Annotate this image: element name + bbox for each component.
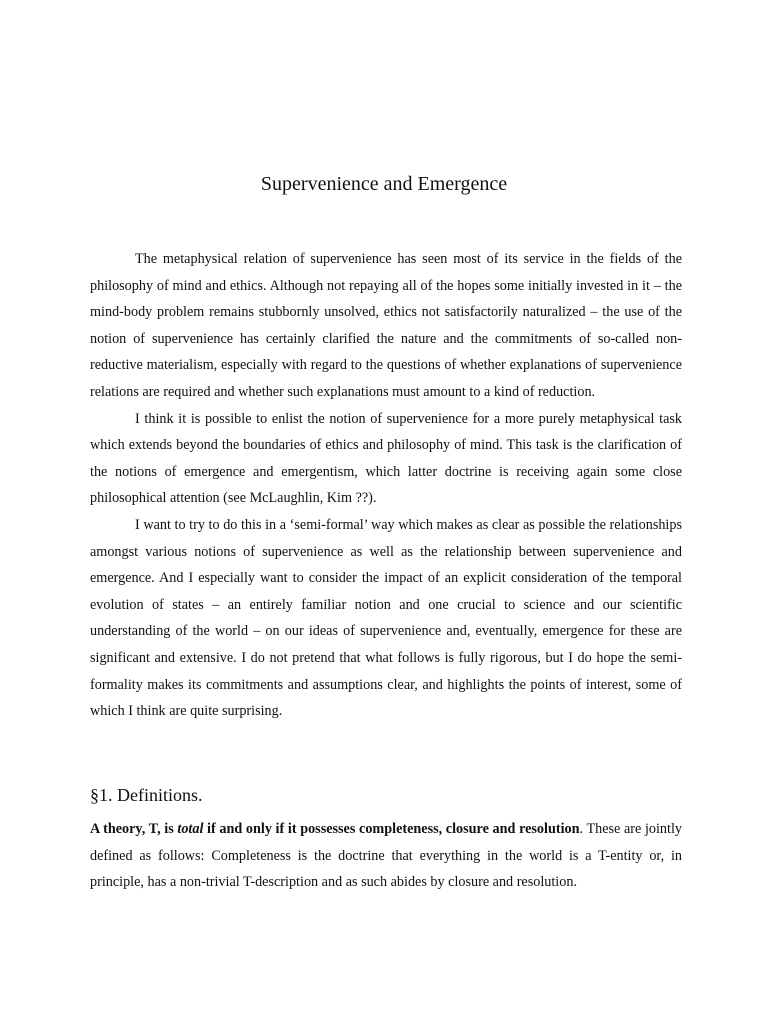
definition-paragraph [90,816,682,896]
introduction-body [90,246,682,725]
definition-block [90,816,682,896]
definition-italic-term: total [177,821,204,837]
definition-bold-suffix: if and only if it possesses completeness, closure and resolution [203,821,580,837]
paragraph-2: I think it is possible to enlist the notion of supervenience for a more purely metaphysical task which extends beyond the boundaries of ethics and philosophy of mind. This task is the clarification of the notions of emergence and emergentism, which latter doctrine is receiving again some close philosophical attention (see McLaughlin, Kim ??). [90,410,682,507]
paragraph-1: The metaphysical relation of supervenience has seen most of its service in the fields of the philosophy of mind and ethics. Although not repaying all of the hopes some initially invested in it – the mind-body problem remains stubbornly unsolved, ethics not satisfactorily naturalized – the use of the notion of supervenience has certainly clarified the nature and the commitments of so-called non-reductive materialism, especially with regard to the questions of whether explanations of supervenience relations are required and whether such explanations must amount to a kind of reduction. [90,251,682,400]
document-title: Supervenience and Emergence [260,173,508,195]
definition-bold-prefix: A theory, T, is [90,821,178,837]
paragraph-3: I want to try to do this in a ‘semi-formal’ way which makes as clear as possible the relationships amongst various notions of supervenience as well as the relationship between supervenience and emergence. And I especially want to consider the impact of an explicit consideration of the temporal evolution of states – an entirely familiar notion and one crucial to science and our scientific understanding of the world – on our ideas of supervenience and, eventually, emergence for these are significant and extensive. I do not pretend that what follows is fully rigorous, but I do hope the semi-formality makes its commitments and assumptions clear, and highlights the points of interest, some of which I think are quite surprising. [90,516,682,720]
section-heading: §1. Definitions. [90,785,203,805]
definition-rest: . These are jointly defined as follows: Completeness is the doctrine that everything in the world is a T-entity or, in principle, has a non-trivial T-description and as such abides by closure and resolution. [90,821,682,891]
